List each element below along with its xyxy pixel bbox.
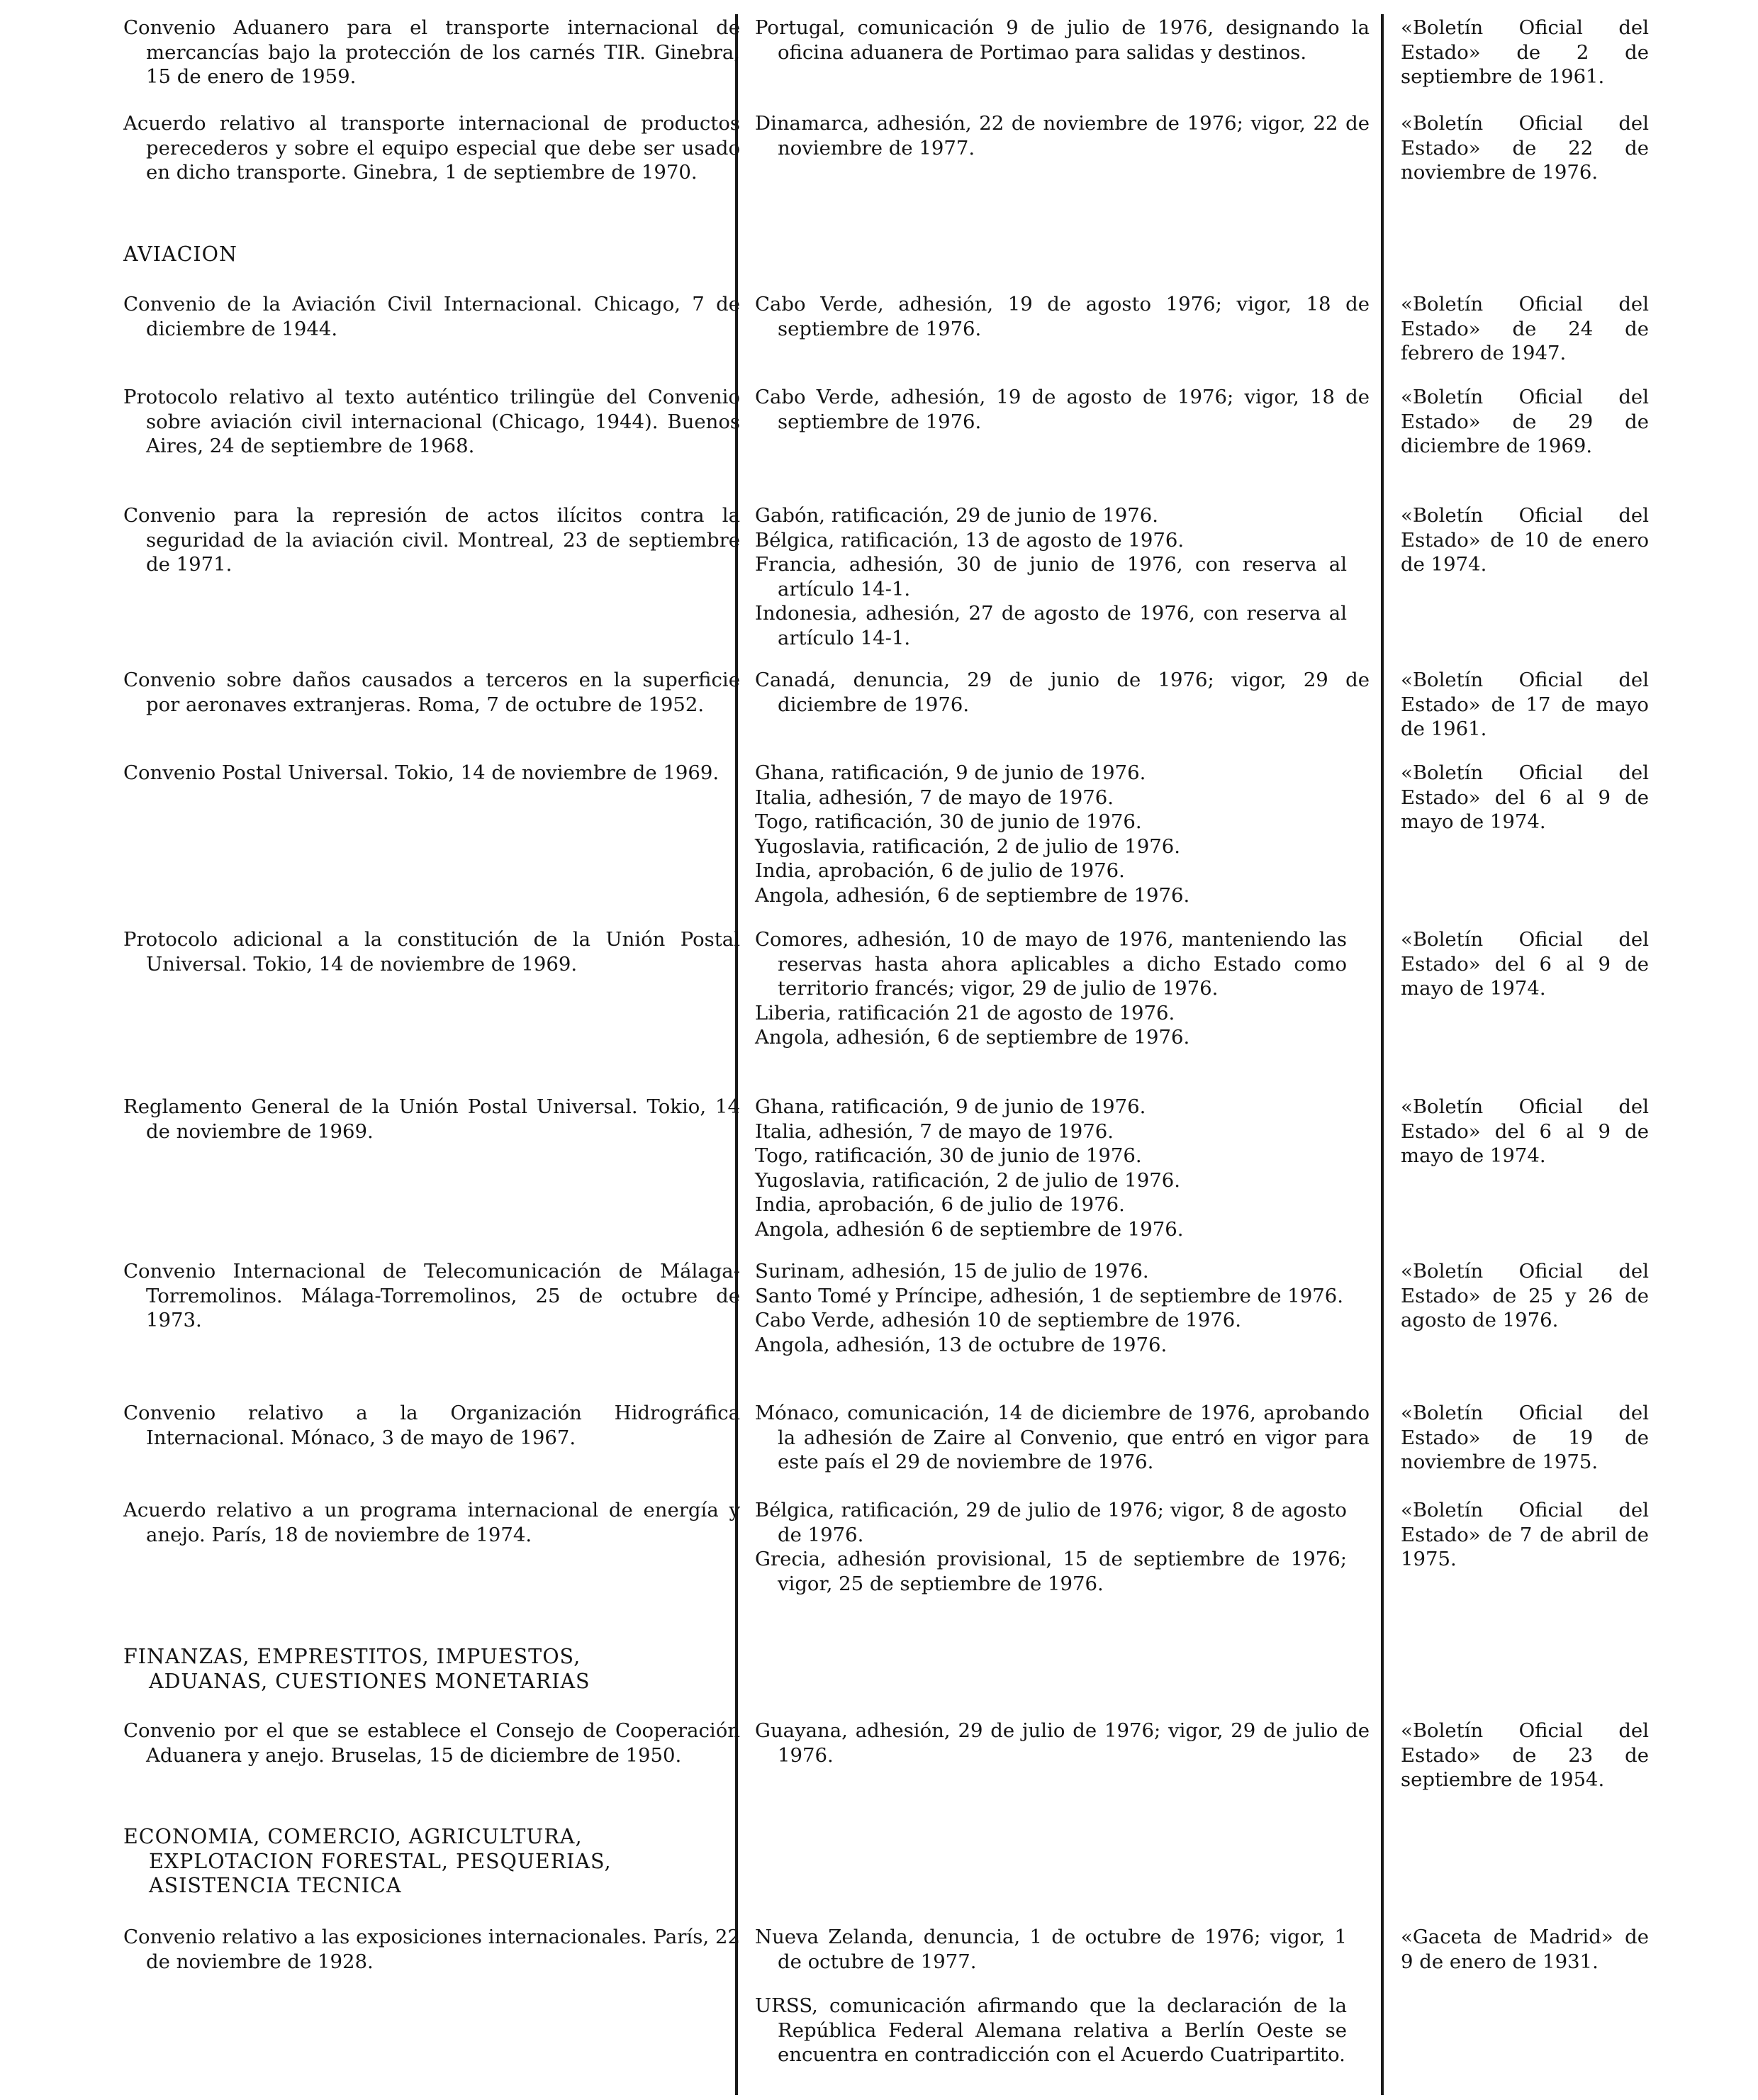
- treaty-reference: «Boletín Oficial del Estado» de 22 de noviembre de 1976.: [1401, 112, 1649, 184]
- treaty-action: Portugal, comunicación 9 de julio de 1976, designando la oficina aduanera de Portimao para salidas y destinos.: [755, 16, 1370, 64]
- treaty-actions: [755, 927, 1347, 1050]
- section-heading-line: ECONOMIA, COMERCIO, AGRICULTURA,: [123, 1825, 583, 1848]
- treaty-title: Convenio Internacional de Telecomunicación de Málaga-Torremolinos. Málaga-Torremolinos, 25 de octubre de 1973.: [123, 1260, 740, 1331]
- treaty-actions: [755, 761, 1347, 907]
- treaty-action: Cabo Verde, adhesión 10 de septiembre de 1976.: [755, 1309, 1242, 1331]
- treaty-action: Cabo Verde, adhesión, 19 de agosto de 1976; vigor, 18 de septiembre de 1976.: [755, 386, 1370, 433]
- treaty-action: Francia, adhesión, 30 de junio de 1976, con reserva al artículo 14-1.: [755, 553, 1347, 601]
- treaty-action: Angola, adhesión 6 de septiembre de 1976.: [755, 1217, 1184, 1241]
- treaty-action: Mónaco, comunicación, 14 de diciembre de 1976, aprobando la adhesión de Zaire al Convenio, que entró en vigor para este país el 29 de noviembre de 1976.: [755, 1402, 1370, 1473]
- treaty-action: Comores, adhesión, 10 de mayo de 1976, manteniendo las reservas hasta ahora aplicables a dicho Estado como territorio francés; vigor, 29 de julio de 1976.: [755, 928, 1347, 1000]
- section-heading-line: ADUANAS, CUESTIONES MONETARIAS: [149, 1669, 590, 1693]
- treaty-reference: «Boletín Oficial del Estado» de 23 de septiembre de 1954.: [1401, 1719, 1649, 1791]
- treaty-action: Santo Tomé y Príncipe, adhesión, 1 de septiembre de 1976.: [755, 1284, 1343, 1307]
- treaty-action: Grecia, adhesión provisional, 15 de septiembre de 1976; vigor, 25 de septiembre de 1976.: [755, 1548, 1347, 1595]
- section-heading: [123, 242, 717, 267]
- treaty-action: Italia, adhesión, 7 de mayo de 1976.: [755, 1119, 1114, 1143]
- treaty-title: Convenio para la represión de actos ilícitos contra la seguridad de la aviación civil. Montreal, 23 de septiembre de 1971.: [123, 504, 740, 576]
- treaty-reference: «Gaceta de Madrid» de 9 de enero de 1931.: [1401, 1926, 1649, 1973]
- treaty-action: Yugoslavia, ratificación, 2 de julio de 1976.: [755, 1168, 1180, 1192]
- treaty-reference: «Boletín Oficial del Estado» del 6 al 9 de mayo de 1974.: [1401, 1095, 1649, 1167]
- treaty-actions: [755, 503, 1347, 650]
- treaty-action: Cabo Verde, adhesión, 19 de agosto 1976; vigor, 18 de septiembre de 1976.: [755, 293, 1370, 340]
- treaty-title: Acuerdo relativo al transporte internacional de productos perecederos y sobre el equipo especial que debe ser usado en dicho transporte. Ginebra, 1 de septiembre de 1970.: [123, 112, 740, 184]
- section-heading-line: ASISTENCIA TECNICA: [149, 1874, 402, 1897]
- treaty-action: Canadá, denuncia, 29 de junio de 1976; vigor, 29 de diciembre de 1976.: [755, 669, 1370, 716]
- treaty-title: Protocolo adicional a la constitución de la Unión Postal Universal. Tokio, 14 de noviembre de 1969.: [123, 928, 740, 976]
- treaty-action: India, aprobación, 6 de julio de 1976.: [755, 859, 1125, 882]
- treaty-action: Togo, ratificación, 30 de junio de 1976.: [755, 1144, 1142, 1167]
- section-heading-line: AVIACION: [123, 242, 237, 266]
- treaty-action: Angola, adhesión, 13 de octubre de 1976.: [755, 1333, 1168, 1356]
- treaty-action: Nueva Zelanda, denuncia, 1 de octubre de 1976; vigor, 1 de octubre de 1977.: [755, 1926, 1347, 1973]
- treaty-actions: [755, 1498, 1347, 1596]
- treaty-title: Convenio Aduanero para el transporte internacional de mercancías bajo la protección de los carnés TIR. Ginebra, 15 de enero de 1959.: [123, 16, 740, 88]
- treaty-action: Gabón, ratificación, 29 de junio de 1976.: [755, 504, 1158, 527]
- section-heading-line: EXPLOTACION FORESTAL, PESQUERIAS,: [149, 1849, 612, 1873]
- section-heading: [123, 1825, 717, 1899]
- treaty-reference: «Boletín Oficial del Estado» de 29 de diciembre de 1969.: [1401, 386, 1649, 457]
- treaty-action: Angola, adhesión, 6 de septiembre de 1976.: [755, 883, 1190, 907]
- treaty-action: Yugoslavia, ratificación, 2 de julio de 1976.: [755, 834, 1180, 858]
- treaty-action: Dinamarca, adhesión, 22 de noviembre de 1976; vigor, 22 de noviembre de 1977.: [755, 112, 1370, 160]
- treaty-action: Indonesia, adhesión, 27 de agosto de 1976, con reserva al artículo 14-1.: [755, 602, 1347, 649]
- treaty-action: Surinam, adhesión, 15 de julio de 1976.: [755, 1260, 1149, 1283]
- treaty-action: Ghana, ratificación, 9 de junio de 1976.: [755, 1095, 1146, 1118]
- treaty-title: Convenio relativo a la Organización Hidrográfica Internacional. Mónaco, 3 de mayo de 1967.: [123, 1402, 740, 1449]
- treaty-reference: «Boletín Oficial del Estado» de 7 de abril de 1975.: [1401, 1499, 1649, 1570]
- treaty-reference: «Boletín Oficial del Estado» de 19 de noviembre de 1975.: [1401, 1402, 1649, 1473]
- section-heading: [123, 1645, 717, 1694]
- treaty-reference: «Boletín Oficial del Estado» de 25 y 26 de agosto de 1976.: [1401, 1260, 1649, 1331]
- treaty-reference: «Boletín Oficial del Estado» de 10 de enero de 1974.: [1401, 504, 1649, 576]
- column-divider-right: [1381, 14, 1384, 2095]
- treaty-action: Togo, ratificación, 30 de junio de 1976.: [755, 810, 1142, 833]
- treaty-actions: [755, 1095, 1347, 1241]
- treaty-action: URSS, comunicación afirmando que la declaración de la República Federal Alemana relativa a Berlín Oeste se encuentra en contradicción con el Acuerdo Cuatripartito.: [755, 1994, 1347, 2066]
- treaty-title: Protocolo relativo al texto auténtico trilingüe del Convenio sobre aviación civil internacional (Chicago, 1944). Buenos Aires, 24 de septiembre de 1968.: [123, 386, 740, 457]
- treaty-reference: «Boletín Oficial del Estado» de 2 de septiembre de 1961.: [1401, 16, 1649, 88]
- treaty-reference: «Boletín Oficial del Estado» de 24 de febrero de 1947.: [1401, 293, 1649, 364]
- treaty-reference: «Boletín Oficial del Estado» de 17 de mayo de 1961.: [1401, 669, 1649, 740]
- treaty-action: Guayana, adhesión, 29 de julio de 1976; vigor, 29 de julio de 1976.: [755, 1719, 1370, 1767]
- treaty-title: Convenio relativo a las exposiciones internacionales. París, 22 de noviembre de 1928.: [123, 1926, 740, 1973]
- treaty-title: Acuerdo relativo a un programa internacional de energía y anejo. París, 18 de noviembre de 1974.: [123, 1499, 740, 1546]
- treaty-action: Italia, adhesión, 7 de mayo de 1976.: [755, 786, 1114, 809]
- treaty-reference: «Boletín Oficial del Estado» del 6 al 9 de mayo de 1974.: [1401, 928, 1649, 1000]
- treaty-title: Convenio por el que se establece el Consejo de Cooperación Aduanera y anejo. Bruselas, 15 de diciembre de 1950.: [123, 1719, 740, 1767]
- treaty-action: India, aprobación, 6 de julio de 1976.: [755, 1193, 1125, 1216]
- treaty-title: Reglamento General de la Unión Postal Universal. Tokio, 14 de noviembre de 1969.: [123, 1095, 740, 1143]
- treaty-action: Bélgica, ratificación, 13 de agosto de 1976.: [755, 528, 1185, 552]
- section-heading-line: FINANZAS, EMPRESTITOS, IMPUESTOS,: [123, 1645, 581, 1668]
- treaty-action: Bélgica, ratificación, 29 de julio de 1976; vigor, 8 de agosto de 1976.: [755, 1499, 1347, 1546]
- treaty-title: Convenio de la Aviación Civil Internacional. Chicago, 7 de diciembre de 1944.: [123, 293, 740, 340]
- treaty-action: Ghana, ratificación, 9 de junio de 1976.: [755, 761, 1146, 784]
- treaty-action: Liberia, ratificación 21 de agosto de 1976.: [755, 1001, 1175, 1024]
- treaty-action: Angola, adhesión, 6 de septiembre de 1976.: [755, 1026, 1190, 1049]
- treaty-actions: [755, 1925, 1347, 2067]
- treaty-title: Convenio Postal Universal. Tokio, 14 de noviembre de 1969.: [123, 761, 720, 784]
- treaty-actions: [755, 1259, 1347, 1357]
- treaty-reference: «Boletín Oficial del Estado» del 6 al 9 de mayo de 1974.: [1401, 761, 1649, 833]
- treaty-title: Convenio sobre daños causados a terceros en la superficie por aeronaves extranjeras. Roma, 7 de octubre de 1952.: [123, 669, 740, 716]
